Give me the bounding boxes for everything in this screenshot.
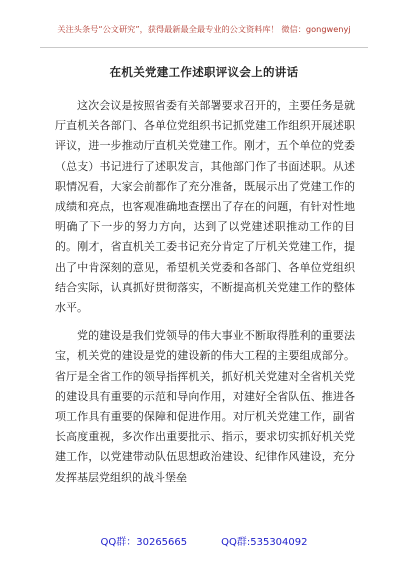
footer-qq-group-2: QQ群:535304092: [221, 537, 308, 548]
document-title: 在机关党建工作述职评议会上的讲话: [109, 65, 299, 79]
header-divider: [40, 47, 368, 48]
body-paragraph: 党的建设是我们党领导的伟大事业不断取得胜利的重要法宝，机关党的建设是党的建设新的伟大工程的主要组成部分。省厅是全省工作的领导指挥机关，抓好机关党建对全省机关党的建设具有重要的示范和导向作用，对建好全省队伍、推进各项工作具有重要的保障和促进作用。对厅机关党建工作，副省长高度重视，多次作出重要批示、指示，要求切实抓好机关党建工作，以党建带动队伍思想政治建设、纪律作风建设，充分发挥基层党组织的战斗堡垒: [55, 329, 355, 484]
page-footer: [0, 533, 408, 548]
page-header-banner: 关注头条号“公文研究”，获得最新最全最专业的公文资料库！ 微信：gongwenyj: [57, 24, 351, 34]
footer-qq-group-1: QQ群：30265665: [100, 537, 188, 548]
document-body: [55, 96, 355, 488]
body-paragraph: 这次会议是按照省委有关部署要求召开的，主要任务是就厅直机关各部门、各单位党组织书记抓党建工作组织开展述职评议，进一步推动厅直机关党建工作。刚才，五个单位的党委（总支）书记进行了述职发言，其他部门作了书面述职。从述职情况看，大家会前都作了充分准备，既展示出了党建工作的成绩和亮点，也客观准确地查摆出了存在的问题，有针对性地明确了下一步的努力方向，达到了以党建述职推动工作的目的。刚才，省直机关工委书记充分肯定了厅机关党建工作，提出了中肯深刻的意见，希望机关党委和各部门、各单位党组织结合实际，认真抓好贯彻落实，不断提高机关党建工作的整体水平。: [55, 99, 355, 315]
